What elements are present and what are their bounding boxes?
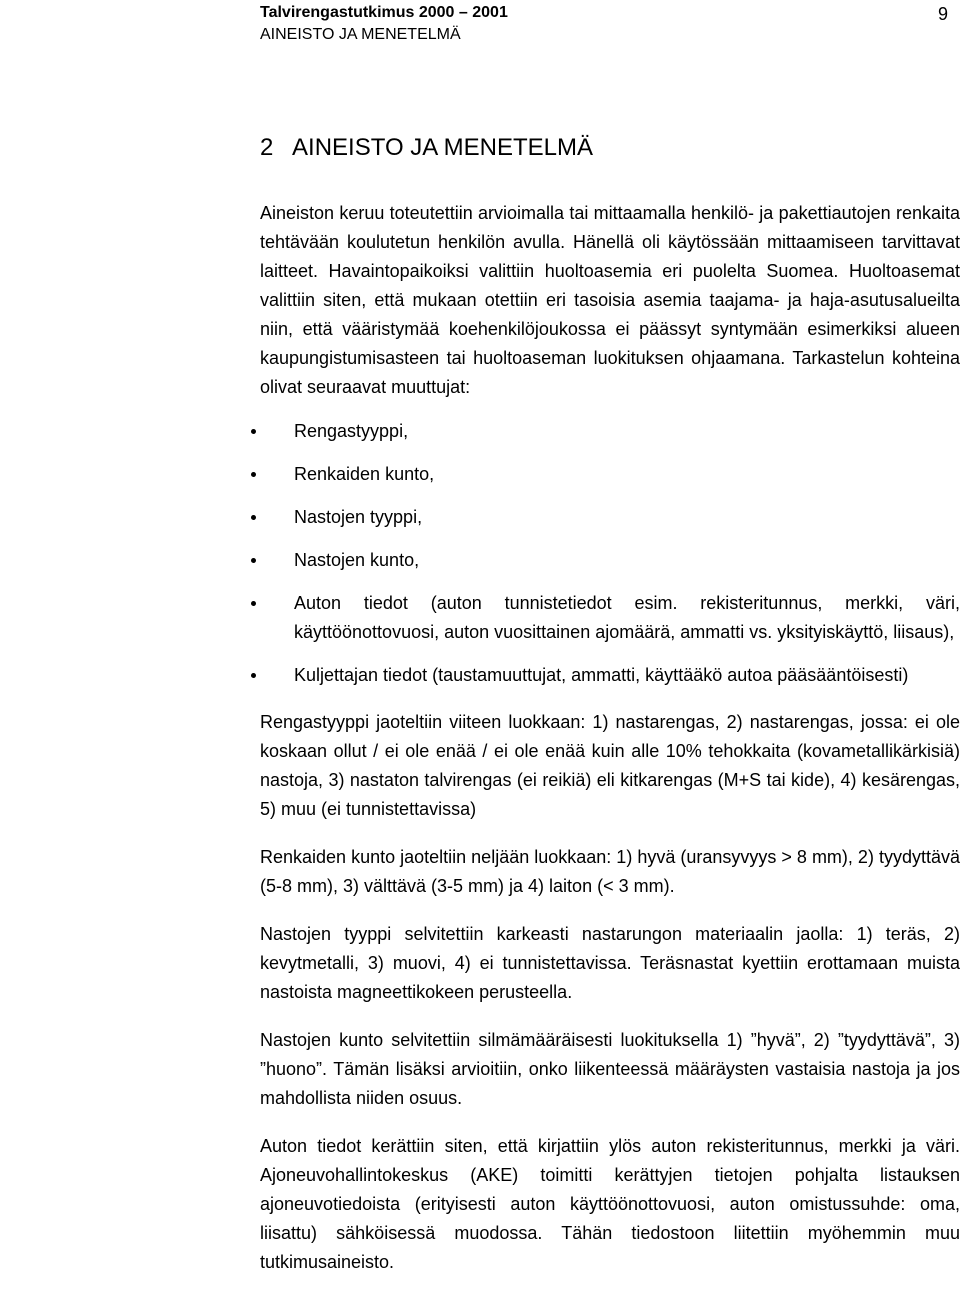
bullet-icon	[251, 558, 256, 563]
list-item: Nastojen kunto,	[260, 546, 960, 575]
section-heading: 2 AINEISTO JA MENETELMÄ	[260, 134, 593, 161]
bullet-icon	[251, 601, 256, 606]
page-number: 9	[937, 4, 948, 24]
paragraph-kunto: Renkaiden kunto jaoteltiin neljään luokkaan: 1) hyvä (uransyvyys > 8 mm), 2) tyydyttävä (5-8 mm), 3) välttävä (3-5 mm) ja 4) laiton (< 3 mm).	[260, 847, 960, 896]
paragraph-nastatyyppi: Nastojen tyyppi selvitettiin karkeasti nastarungon materiaalin jaolla: 1) teräs, 2) kevytmetalli, 3) muovi, 4) ei tunnistettavissa. Teräsnastat kyettiin erottamaan muista nastoista magneettikokeen perusteella.	[260, 924, 960, 1002]
running-header	[260, 2, 508, 46]
chapter-title: AINEISTO JA MENETELMÄ	[260, 26, 461, 43]
list-item: Rengastyyppi,	[260, 417, 960, 446]
bullet-icon	[251, 429, 256, 434]
list-item: Kuljettajan tiedot (taustamuuttujat, ammatti, käyttääkö autoa pääsääntöisesti)	[260, 661, 960, 690]
paragraph-intro: Aineiston keruu toteutettiin arvioimalla tai mittaamalla henkilö- ja pakettiautojen renkaita tehtävään koulutetun henkilön avulla. Hänellä oli käytössään mittaamiseen tarvittavat laitteet. Havaintopaikoiksi valittiin huoltoasemia eri puolelta Suomea. Huoltoasemat valittiin siten, että mukaan otettiin eri tasoisia asemia taajama- ja haja-asutusalueilta niin, että vääristymää koehenkilöjoukossa ei päässyt syntymään esimerkiksi alueen kaupungistumisasteen tai huoltoaseman luokituksen ohjaamana. Tarkastelun kohteina olivat seuraavat muuttujat:	[260, 203, 960, 397]
bullet-icon	[251, 673, 256, 678]
list-item: Renkaiden kunto,	[260, 460, 960, 489]
bullet-icon	[251, 472, 256, 477]
body-text	[260, 199, 960, 1277]
list-item: Nastojen tyyppi,	[260, 503, 960, 532]
paragraph-rengastyyppi: Rengastyyppi jaoteltiin viiteen luokkaan: 1) nastarengas, 2) nastarengas, jossa: ei ole koskaan ollut / ei ole enää / ei ole enää kuin alle 10% tehokkaita (kovametallikärkisiä) nastoja, 3) nastaton talvirengas (ei reikiä) eli kitkarengas (M+S tai kide), 4) kesärengas, 5) muu (ei tunnistettavissa)	[260, 712, 960, 819]
list-item: Auton tiedot (auton tunnistetiedot esim. rekisteritunnus, merkki, väri, käyttöönottovuosi, auton vuosittainen ajomäärä, ammatti vs. yksityiskäyttö, liisaus),	[260, 589, 960, 647]
paragraph-nastakunto: Nastojen kunto selvitettiin silmämääräisesti luokituksella 1) ”hyvä”, 2) ”tyydyttävä”, 3) ”huono”. Tämän lisäksi arvioitiin, onko liikenteessä määräysten vastaisia nastoja ja jos mahdollista niiden osuus.	[260, 1030, 960, 1108]
paragraph-auto: Auton tiedot kerättiin siten, että kirjattiin ylös auton rekisteritunnus, merkki ja väri. Ajoneuvohallintokeskus (AKE) toimitti kerättyjen tietojen pohjalta listauksen ajoneuvotiedoista (erityisesti auton käyttöönottovuosi, auton omistussuhde: oma, liisattu) sähköisessä muodossa. Tähän tiedostoon liitettiin myöhemmin muu tutkimusaineisto.	[260, 1136, 960, 1272]
report-title: Talvirengastutkimus 2000 – 2001	[260, 4, 508, 21]
bullet-icon	[251, 515, 256, 520]
variable-list	[260, 417, 960, 690]
